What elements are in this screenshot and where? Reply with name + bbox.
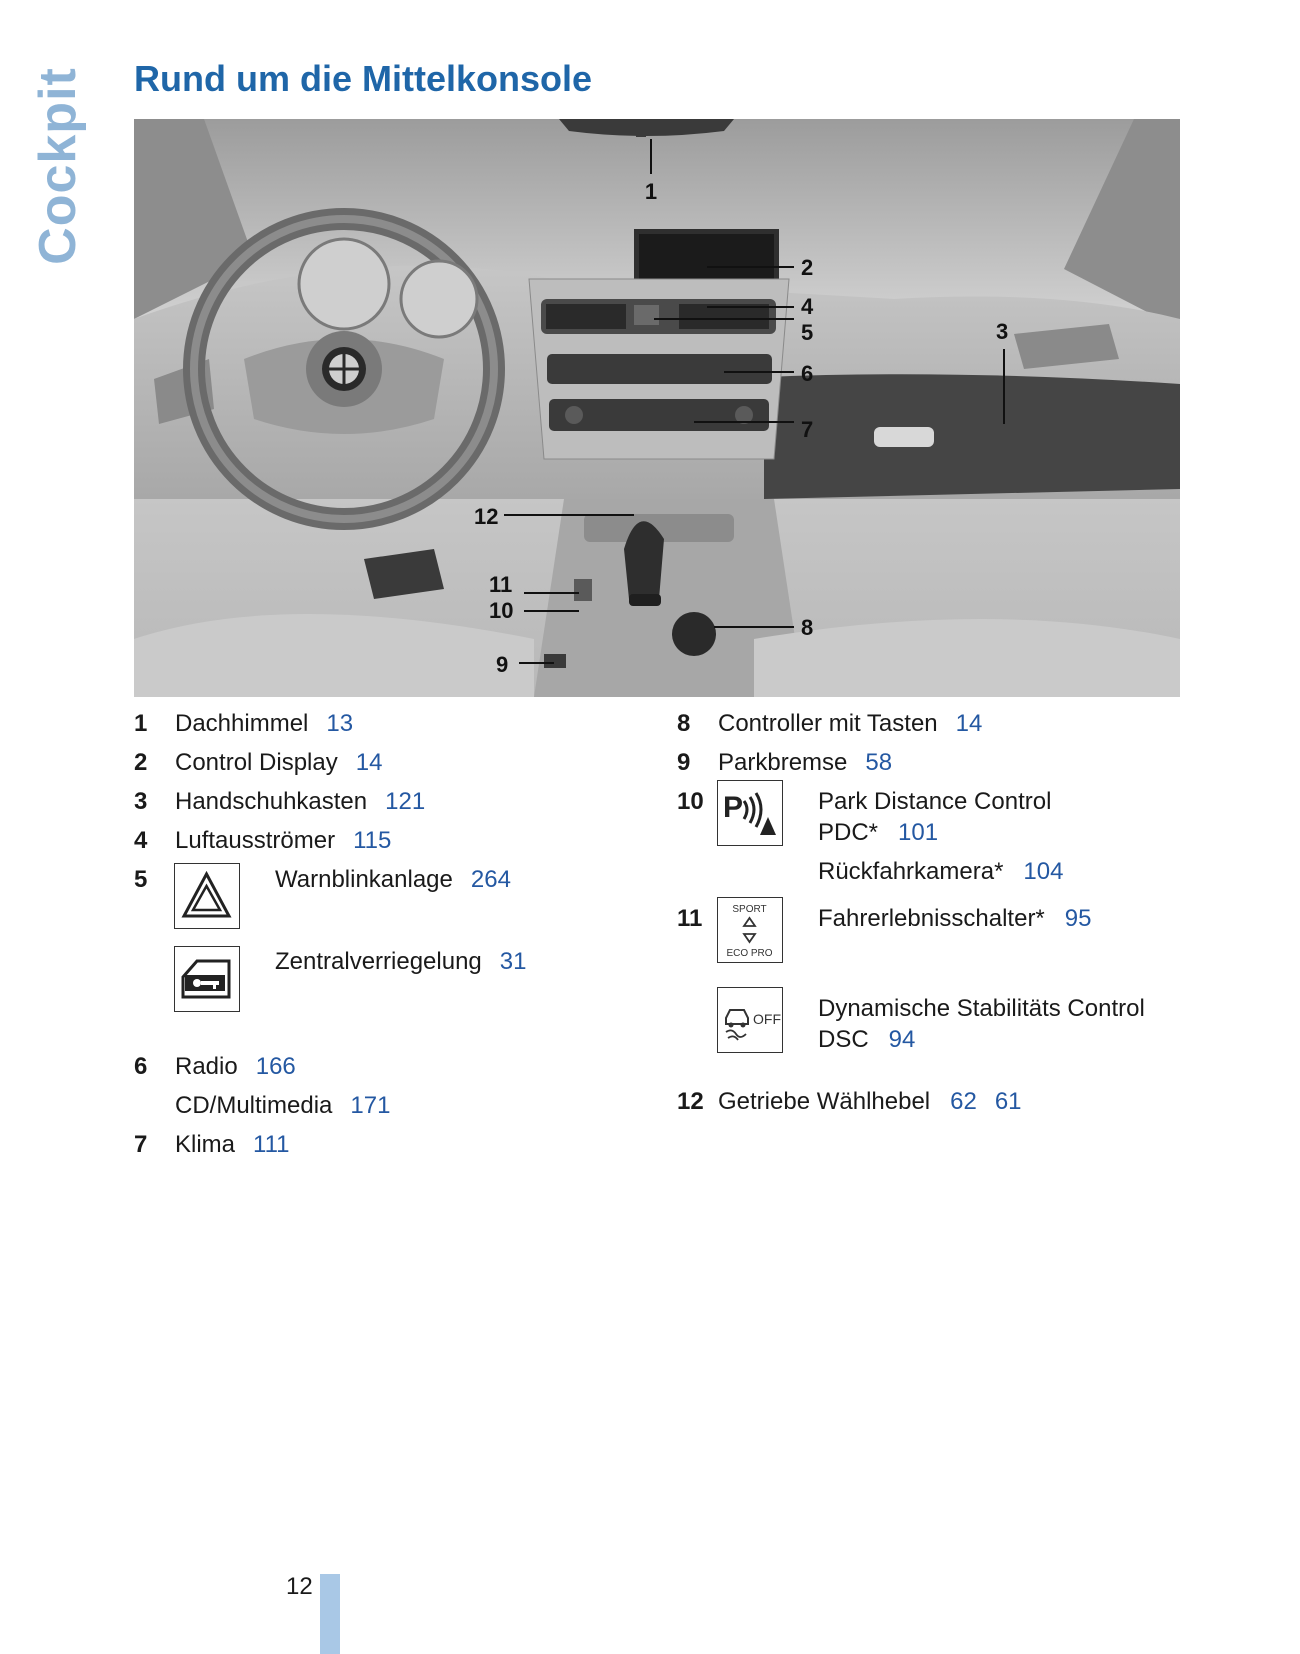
- page-ref-link[interactable]: 111: [253, 1131, 290, 1158]
- page-ref-link[interactable]: 13: [326, 710, 354, 737]
- legend-item: [677, 708, 1197, 747]
- item-label: Parkbremse: [718, 749, 848, 776]
- item-number: 11: [677, 905, 703, 932]
- callout-10: 10: [489, 598, 514, 623]
- item-number: 1: [134, 710, 148, 737]
- icon-ecopro-label: ECO PRO: [726, 948, 773, 959]
- callout-4: 4: [801, 294, 814, 319]
- item-number: 4: [134, 827, 148, 854]
- callout-8: 8: [801, 615, 814, 640]
- door-key-icon: [174, 946, 240, 1012]
- page-ref-link[interactable]: 171: [350, 1092, 391, 1119]
- page-ref-link[interactable]: 115: [353, 827, 392, 854]
- legend-item-12: [677, 1086, 1197, 1125]
- item-label: Zentralverriegelung: [275, 948, 482, 975]
- item-label: Getriebe Wählhebel: [718, 1088, 931, 1115]
- page-marker-bar: [320, 1574, 340, 1654]
- icon-off-label: OFF: [753, 1011, 781, 1027]
- item-number: 10: [677, 788, 704, 815]
- item-label: Warnblinkanlage: [275, 866, 453, 893]
- item-number: 7: [134, 1131, 148, 1158]
- page-ref-link[interactable]: 104: [1023, 858, 1064, 885]
- item-number: 5: [134, 866, 148, 893]
- legend-item-11: [677, 903, 1197, 1086]
- page-ref-link[interactable]: 61: [994, 1088, 1022, 1115]
- page-ref-link[interactable]: 121: [385, 788, 426, 815]
- item-label: Controller mit Tasten: [718, 710, 938, 737]
- page-ref-link[interactable]: 94: [888, 1026, 916, 1053]
- item-number: 8: [677, 710, 691, 737]
- side-tab-label: Cockpit: [29, 67, 87, 265]
- page-number: 12: [286, 1573, 313, 1600]
- item-label: Park Distance Control: [818, 788, 1052, 815]
- legend-item-6: [134, 1051, 644, 1129]
- callout-2: 2: [801, 255, 814, 280]
- item-number: 3: [134, 788, 148, 815]
- page-ref-link[interactable]: 166: [255, 1053, 296, 1080]
- item-number: 9: [677, 749, 691, 776]
- page-title: Rund um die Mittelkonsole: [134, 58, 593, 99]
- callout-11: 11: [489, 572, 513, 597]
- dsc-off-icon: [717, 987, 783, 1053]
- callout-6: 6: [801, 361, 814, 386]
- legend-item-10: [677, 786, 1197, 903]
- legend-item: [134, 747, 644, 786]
- item-label: PDC*: [818, 819, 879, 846]
- callout-5: 5: [801, 320, 814, 345]
- callout-7: 7: [801, 417, 814, 442]
- item-label: Radio: [175, 1053, 238, 1080]
- legend-item: [134, 708, 644, 747]
- legend-right-column: [677, 708, 1197, 1125]
- page-ref-link[interactable]: 101: [898, 819, 939, 846]
- callout-3: 3: [996, 319, 1009, 344]
- page-ref-link[interactable]: 264: [470, 866, 511, 893]
- item-label: DSC: [818, 1026, 869, 1053]
- item-label: Dachhimmel: [175, 710, 309, 737]
- page-ref-link[interactable]: 62: [950, 1088, 977, 1115]
- callout-9: 9: [496, 652, 509, 677]
- callout-12: 12: [474, 504, 499, 529]
- park-distance-icon: [717, 780, 783, 846]
- item-number: 6: [134, 1053, 148, 1080]
- legend-item-7: [134, 1129, 644, 1168]
- legend-item: [134, 825, 644, 864]
- legend-left-column: [134, 708, 644, 1168]
- sport-ecopro-icon: [717, 897, 783, 963]
- item-number: 12: [677, 1088, 704, 1115]
- item-label: Fahrerlebnisschalter*: [818, 905, 1045, 932]
- page-ref-link[interactable]: 31: [499, 948, 527, 975]
- item-label: Handschuhkasten: [175, 788, 368, 815]
- item-label: CD/Multimedia: [175, 1092, 333, 1119]
- page-ref-link[interactable]: 95: [1064, 905, 1092, 932]
- legend-item-5: [134, 864, 644, 1051]
- item-label: Rückfahrkamera*: [818, 858, 1004, 885]
- page-ref-link[interactable]: 14: [955, 710, 983, 737]
- page-ref-link[interactable]: 14: [355, 749, 383, 776]
- page-ref-link[interactable]: 58: [865, 749, 893, 776]
- icon-sport-label: SPORT: [732, 904, 767, 915]
- cockpit-illustration: [134, 119, 1180, 697]
- item-label: Control Display: [175, 749, 338, 776]
- item-label: Dynamische Stabilitäts Control: [818, 995, 1145, 1022]
- item-label: Klima: [175, 1131, 236, 1158]
- svg-text:P: P: [723, 791, 744, 824]
- legend-item: [134, 786, 644, 825]
- callout-1: 1: [644, 179, 658, 204]
- item-number: 2: [134, 749, 148, 776]
- hazard-triangle-icon: [174, 863, 240, 929]
- side-tab: [28, 66, 88, 266]
- item-label: Luftausströmer: [175, 827, 336, 854]
